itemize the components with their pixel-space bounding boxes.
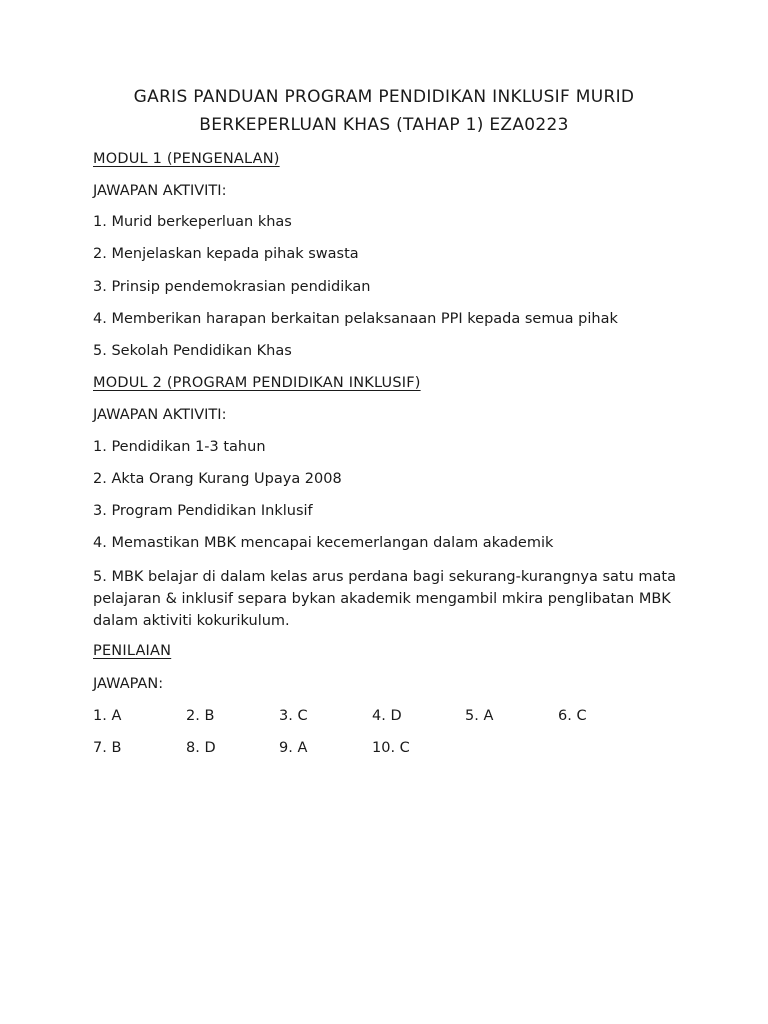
modul-2-answer-item: 2. Akta Orang Kurang Upaya 2008 — [93, 471, 342, 487]
modul-2-answer-item: 4. Memastikan MBK mencapai kecemerlangan dalam akademik — [93, 535, 554, 551]
penilaian-answer: 4. D — [372, 708, 402, 724]
modul-1-answer-item: 2. Menjelaskan kepada pihak swasta — [93, 246, 359, 262]
penilaian-answer: 6. C — [558, 708, 587, 724]
document-title-line-1: GARIS PANDUAN PROGRAM PENDIDIKAN INKLUSIF MURID — [133, 87, 635, 107]
modul-1-answer-item: 5. Sekolah Pendidikan Khas — [93, 343, 292, 359]
penilaian-answer: 8. D — [186, 740, 216, 756]
penilaian-answer: 9. A — [279, 740, 308, 756]
modul-1-answer-item: 3. Prinsip pendemokrasian pendidikan — [93, 279, 371, 295]
modul-1-answer-label: JAWAPAN AKTIVITI: — [93, 183, 227, 199]
modul-2-answer-label: JAWAPAN AKTIVITI: — [93, 407, 227, 423]
modul-2-answer-item: 3. Program Pendidikan Inklusif — [93, 503, 313, 519]
penilaian-answer: 10. C — [372, 740, 410, 756]
modul-1-answer-item: 1. Murid berkeperluan khas — [93, 214, 292, 230]
document-title-line-2: BERKEPERLUAN KHAS (TAHAP 1) EZA0223 — [199, 115, 569, 135]
modul-2-answer-item: 1. Pendidikan 1-3 tahun — [93, 439, 266, 455]
penilaian-answer: 7. B — [93, 740, 122, 756]
modul-1-answer-item: 4. Memberikan harapan berkaitan pelaksanaan PPI kepada semua pihak — [93, 311, 618, 327]
penilaian-answer-label: JAWAPAN: — [93, 676, 164, 692]
penilaian-answer: 3. C — [279, 708, 308, 724]
modul-2-heading: MODUL 2 (PROGRAM PENDIDIKAN INKLUSIF) — [93, 375, 421, 391]
penilaian-heading: PENILAIAN — [93, 643, 172, 659]
modul-1-heading: MODUL 1 (PENGENALAN) — [93, 151, 280, 167]
modul-2-answer-item: 5. MBK belajar di dalam kelas arus perdana bagi sekurang-kurangnya satu mata pelajaran & inklusif separa bykan akademik mengambil mkira penglibatan MBK dalam aktiviti kokurikulum. — [93, 569, 676, 629]
penilaian-answer: 2. B — [186, 708, 215, 724]
penilaian-answer: 1. A — [93, 708, 122, 724]
penilaian-answer: 5. A — [465, 708, 494, 724]
